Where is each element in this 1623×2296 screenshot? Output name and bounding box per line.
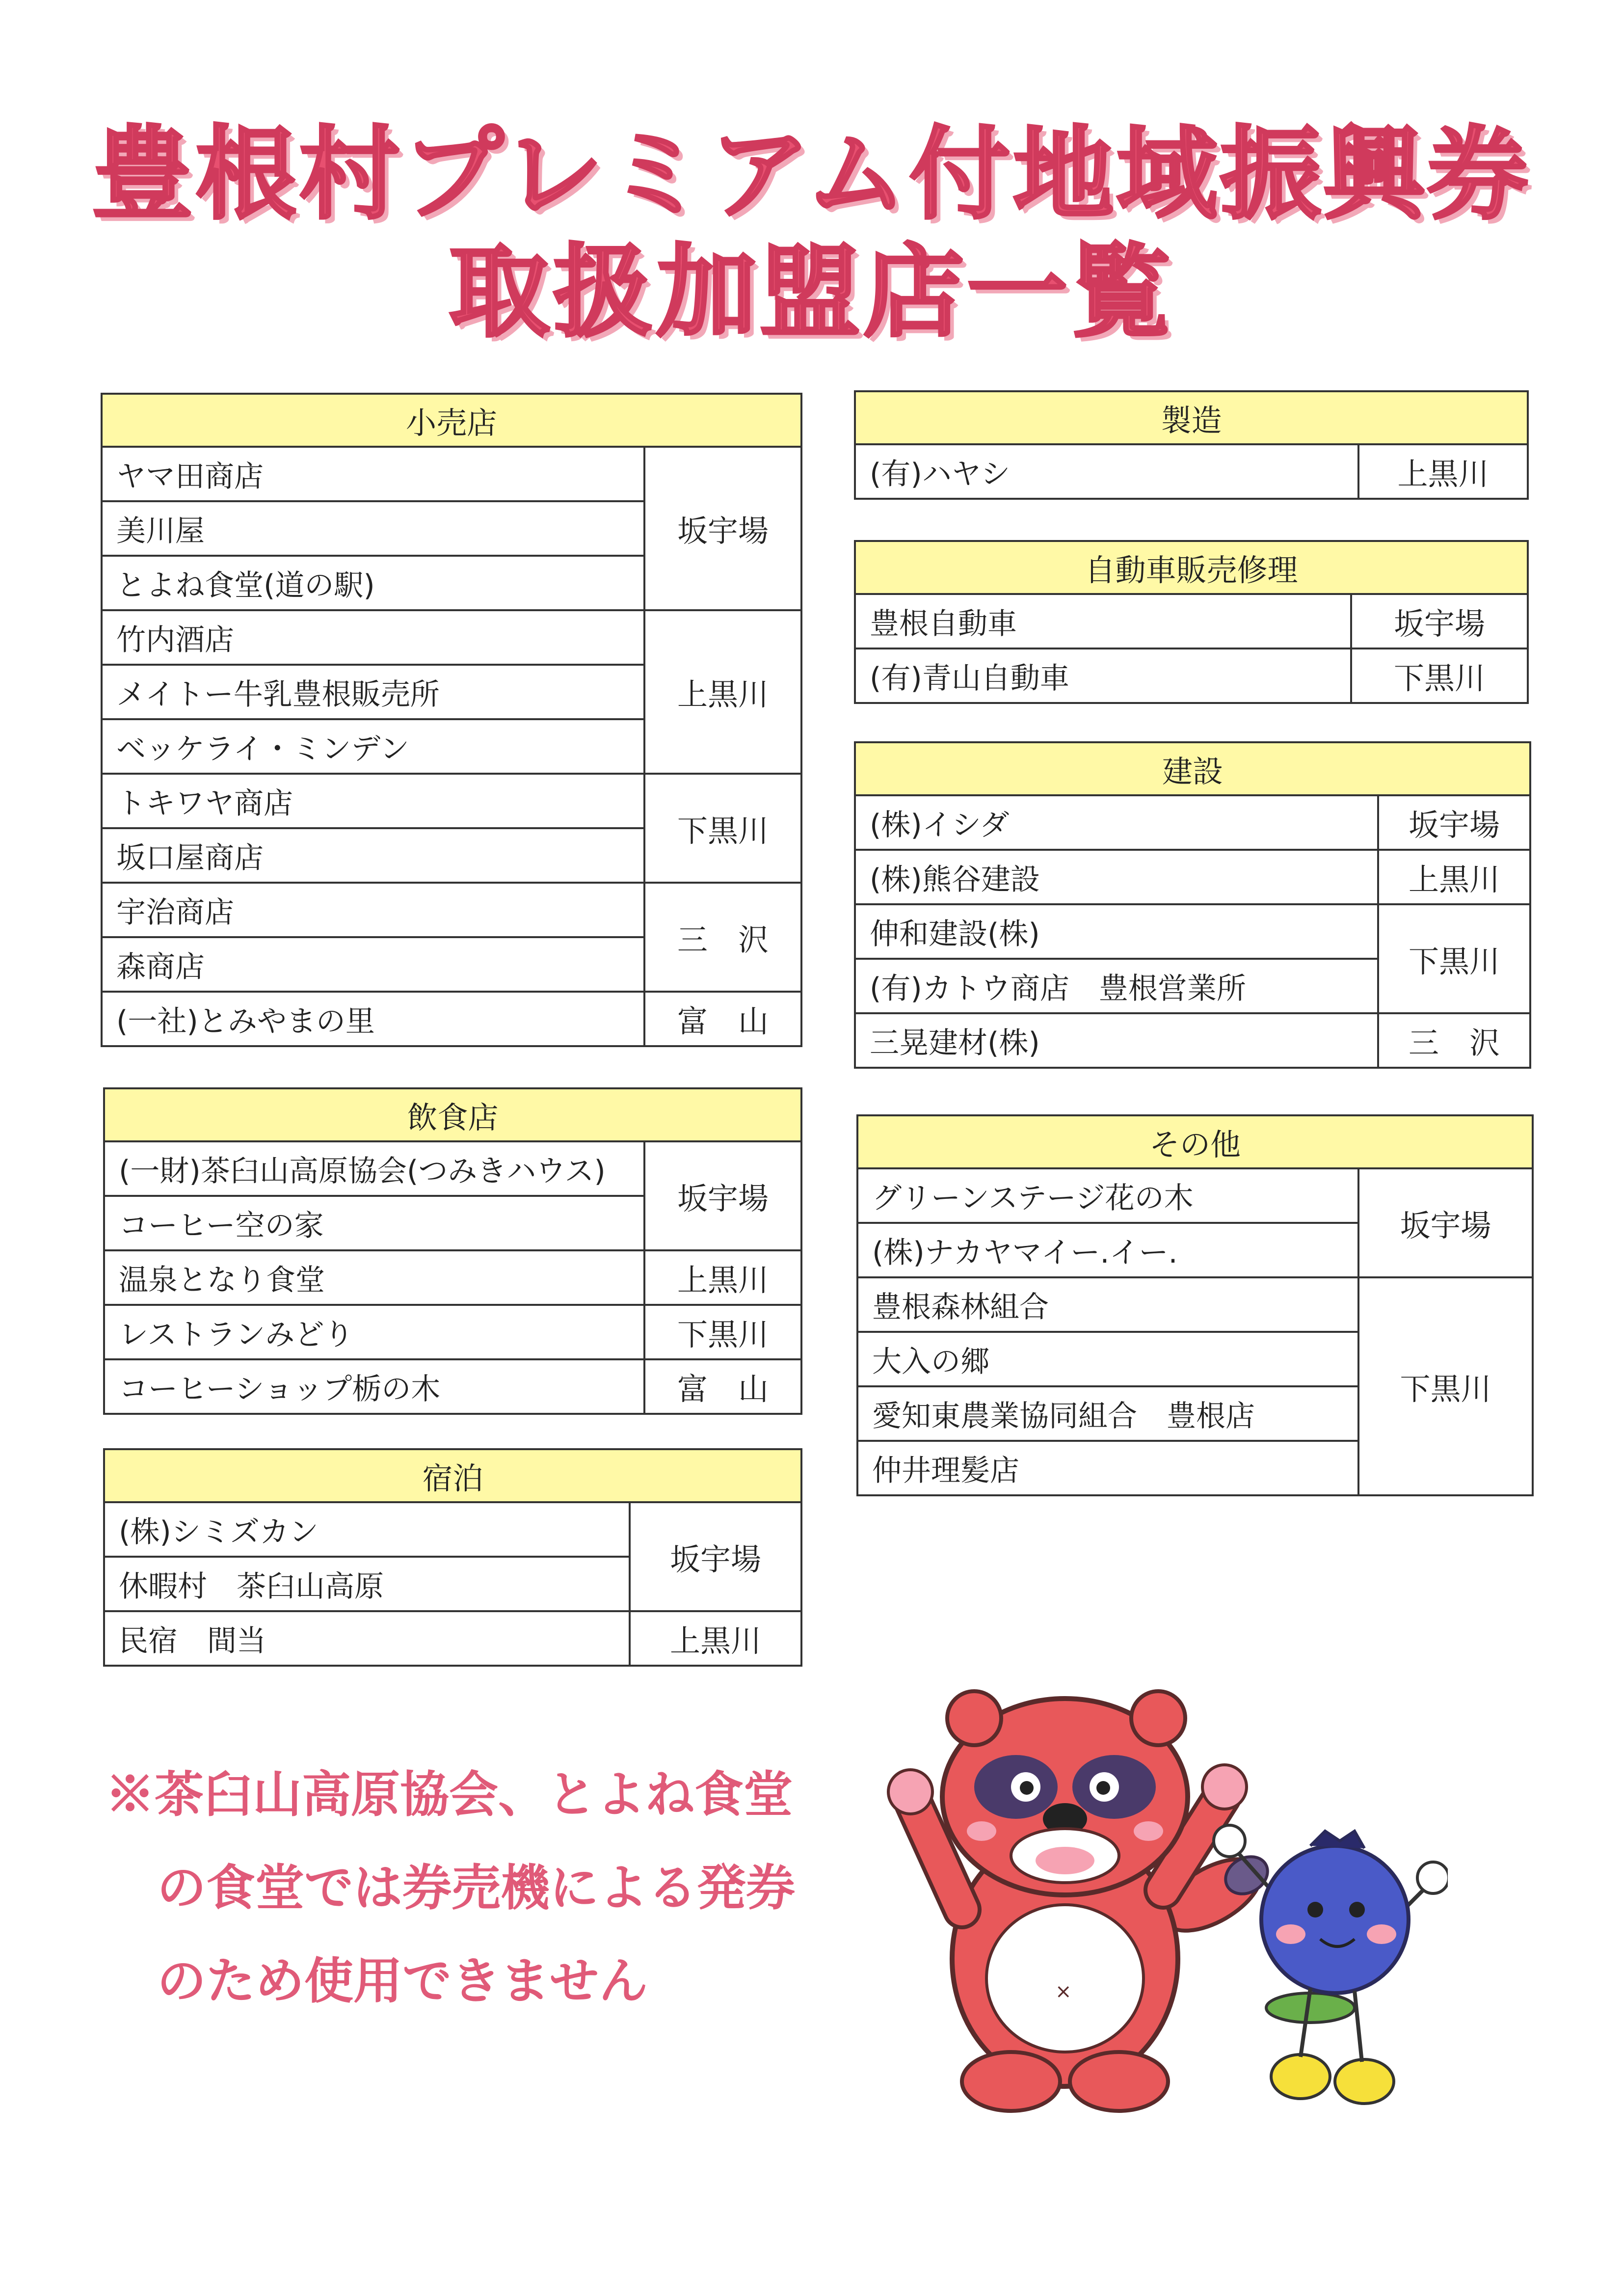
table-row	[104, 1611, 801, 1666]
table-row	[102, 610, 801, 665]
shop-name: 美川屋	[102, 501, 644, 556]
area-name: 下黒川	[1358, 1277, 1533, 1495]
table-row	[104, 1250, 801, 1305]
shop-name: 仲井理髪店	[857, 1441, 1358, 1495]
area-name: 坂宇場	[1358, 1168, 1533, 1277]
area-name: 上黒川	[644, 610, 801, 774]
shop-name: (株)イシダ	[855, 795, 1378, 850]
blueberry-character	[1214, 1825, 1448, 2104]
area-name: 坂宇場	[644, 447, 801, 610]
shop-name: 豊根自動車	[855, 594, 1351, 648]
area-name: 坂宇場	[1351, 594, 1528, 648]
lodging-header: 宿泊	[104, 1449, 801, 1502]
table-row	[857, 1277, 1533, 1332]
table-row	[855, 904, 1530, 959]
retail-header: 小売店	[102, 394, 801, 447]
table-row	[104, 1502, 801, 1557]
shop-name: 民宿 間当	[104, 1611, 630, 1666]
construction-header: 建設	[855, 742, 1530, 795]
shop-name: (有)カトウ商店 豊根営業所	[855, 959, 1378, 1013]
shop-name: トキワヤ商店	[102, 774, 644, 828]
table-row	[104, 1359, 801, 1414]
table-row	[104, 1141, 801, 1196]
area-name: 下黒川	[644, 1305, 801, 1359]
shop-name: レストランみどり	[104, 1305, 644, 1359]
shop-name: 豊根森林組合	[857, 1277, 1358, 1332]
table-row	[102, 447, 801, 501]
food-table	[103, 1087, 802, 1415]
other-table	[856, 1114, 1534, 1496]
area-name: 下黒川	[1351, 648, 1528, 703]
area-name: 三 沢	[644, 883, 801, 992]
usage-note	[106, 1748, 795, 2027]
area-name: 上黒川	[1378, 850, 1530, 904]
table-row	[855, 1013, 1530, 1068]
usage-note-line3: のため使用できません	[157, 1952, 648, 2010]
shop-name: 大入の郷	[857, 1332, 1358, 1386]
other-header: その他	[857, 1115, 1533, 1168]
shop-name: コーヒー空の家	[104, 1196, 644, 1250]
area-name: 上黒川	[1358, 444, 1528, 499]
retail-table	[101, 393, 802, 1047]
area-name: 上黒川	[630, 1611, 801, 1666]
shop-name: メイトー牛乳豊根販売所	[102, 665, 644, 719]
shop-name: 愛知東農業協同組合 豊根店	[857, 1386, 1358, 1441]
shop-name: コーヒーショップ栃の木	[104, 1359, 644, 1414]
svg-text:×: ×	[1055, 1980, 1072, 2003]
shop-name: (有)青山自動車	[855, 648, 1351, 703]
area-name: 坂宇場	[630, 1502, 801, 1611]
shop-name: 竹内酒店	[102, 610, 644, 665]
shop-name: ヤマ田商店	[102, 447, 644, 501]
area-name: 三 沢	[1378, 1013, 1530, 1068]
page-title-line2: 取扱加盟店一覧	[449, 234, 1174, 351]
shop-name: とよね食堂(道の駅)	[102, 556, 644, 610]
usage-note-line2: の食堂では券売機による発券	[157, 1859, 795, 1917]
area-name: 富 山	[644, 1359, 801, 1414]
table-row	[102, 774, 801, 828]
table-row	[102, 992, 801, 1046]
shop-name: 伸和建設(株)	[855, 904, 1378, 959]
page-title-line1: 豊根村プレミアム付地域振興券	[92, 116, 1531, 233]
shop-name: 休暇村 茶臼山高原	[104, 1557, 630, 1611]
area-name: 上黒川	[644, 1250, 801, 1305]
mascot-illustration	[869, 1684, 1448, 2126]
area-name: 坂宇場	[1378, 795, 1530, 850]
shop-name: (株)熊谷建設	[855, 850, 1378, 904]
shop-name: 坂口屋商店	[102, 828, 644, 883]
shop-name: グリーンステージ花の木	[857, 1168, 1358, 1223]
shop-name: 宇治商店	[102, 883, 644, 937]
table-row	[102, 883, 801, 937]
shop-name: ベッケライ・ミンデン	[102, 719, 644, 774]
area-name: 下黒川	[1378, 904, 1530, 1013]
shop-name: (一財)茶臼山高原協会(つみきハウス)	[104, 1141, 644, 1196]
table-row	[855, 594, 1528, 648]
area-name: 富 山	[644, 992, 801, 1046]
table-row	[855, 648, 1528, 703]
manufacturing-header: 製造	[855, 391, 1528, 444]
manufacturing-table	[854, 390, 1529, 500]
table-row	[855, 444, 1528, 499]
table-row	[857, 1168, 1533, 1223]
area-name: 坂宇場	[644, 1141, 801, 1250]
shop-name: 森商店	[102, 937, 644, 992]
shop-name: 三晃建材(株)	[855, 1013, 1378, 1068]
shop-name: 温泉となり食堂	[104, 1250, 644, 1305]
auto-repair-table	[854, 540, 1529, 704]
table-row	[104, 1305, 801, 1359]
auto-header: 自動車販売修理	[855, 541, 1528, 594]
table-row	[855, 850, 1530, 904]
construction-table	[854, 741, 1531, 1069]
area-name: 下黒川	[644, 774, 801, 883]
table-row	[855, 795, 1530, 850]
shop-name: (一社)とみやまの里	[102, 992, 644, 1046]
shop-name: (株)シミズカン	[104, 1502, 630, 1557]
lodging-table	[103, 1448, 802, 1667]
shop-name: (株)ナカヤマイー.イー.	[857, 1223, 1358, 1277]
food-header: 飲食店	[104, 1088, 801, 1141]
usage-note-line1: ※茶臼山高原協会、とよね食堂	[106, 1765, 793, 1823]
shop-name: (有)ハヤシ	[855, 444, 1358, 499]
